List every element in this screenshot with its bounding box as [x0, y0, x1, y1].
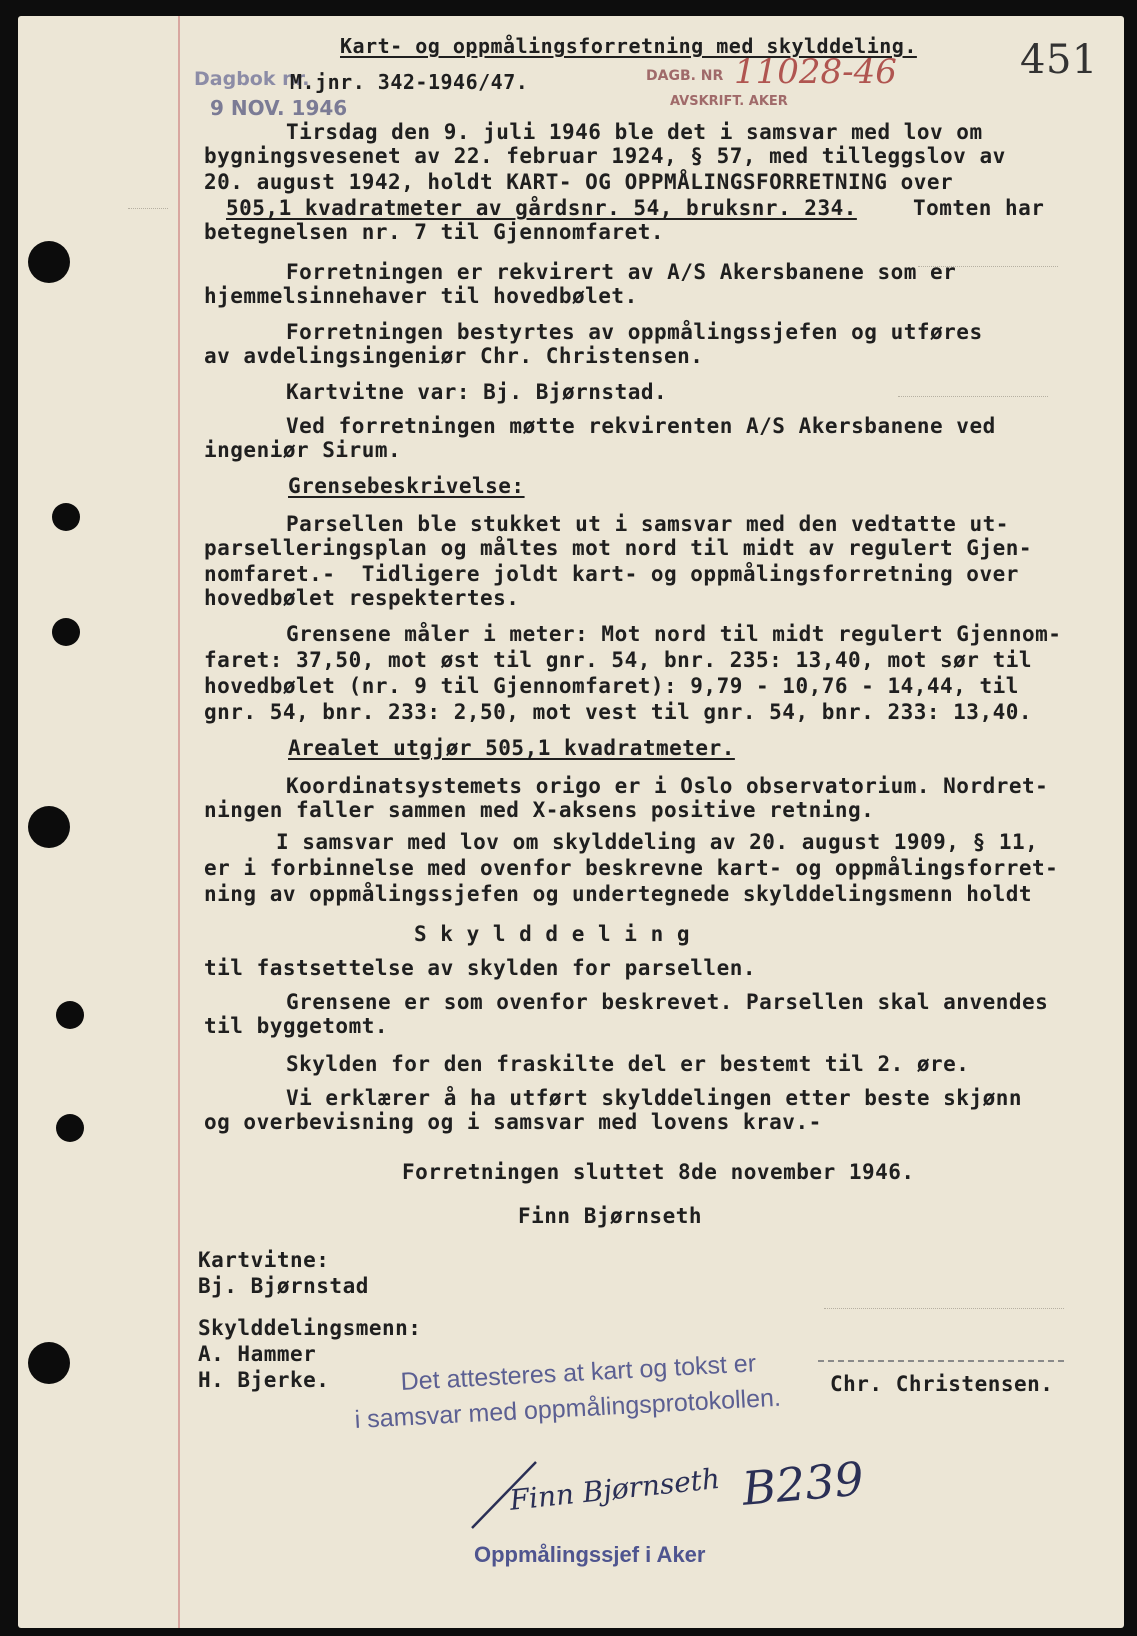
text-line: hjemmelsinnehaver til hovedbølet. [204, 284, 638, 308]
text-line: er i forbinnelse med ovenfor beskrevne kart- og oppmålingsforret- [204, 856, 1059, 880]
text-line: parselleringsplan og måltes mot nord til midt av regulert Gjen- [204, 536, 1033, 560]
document-title: Kart- og oppmålingsforretning med skylddeling. [340, 34, 917, 58]
signature-line [818, 1360, 1064, 1362]
text-line: bygningsvesenet av 22. februar 1924, § 57, med tilleggslov av [204, 144, 1006, 168]
punch-hole [28, 241, 70, 283]
punch-hole [56, 1114, 84, 1142]
document-page [18, 16, 1124, 1628]
avskrift-stamp: AVSKRIFT. AKER [670, 94, 788, 109]
pencil-mark [918, 266, 1058, 267]
text-line: Forretningen er rekvirert av A/S Akersbanene som er [286, 260, 957, 284]
witness-label: Kartvitne: [198, 1248, 330, 1272]
page-number: 451 [1020, 37, 1098, 83]
signature-line [824, 1308, 1064, 1309]
text-line: Tomten har [913, 196, 1045, 220]
text-line: Ved forretningen møtte rekvirenten A/S Akersbanene ved [286, 414, 996, 438]
dagbok-stamp-label: Dagbok nr. [194, 68, 310, 90]
text-line: 505,1 kvadratmeter av gårdsnr. 54, bruksnr. 234. [226, 196, 857, 220]
pencil-mark [128, 208, 168, 209]
text-line: av avdelingsingeniør Chr. Christensen. [204, 344, 704, 368]
assessors-label: Skylddelingsmenn: [198, 1316, 422, 1340]
assessor-name: H. Bjerke. [198, 1368, 330, 1392]
text-line: til fastsettelse av skylden for parsellen. [204, 956, 757, 980]
punch-hole [52, 618, 80, 646]
signatory-name: Finn Bjørnseth [518, 1204, 703, 1228]
text-line: Grensene er som ovenfor beskrevet. Parsellen skal anvendes [286, 990, 1049, 1014]
handwritten-mark: B239 [740, 1451, 866, 1516]
text-line: Grensene måler i meter: Mot nord til midt regulert Gjennom- [286, 622, 1062, 646]
punch-hole [56, 1001, 84, 1029]
witness-name: Bj. Bjørnstad [198, 1274, 369, 1298]
text-line: gnr. 54, bnr. 233: 2,50, mot vest til gnr. 54, bnr. 233: 13,40. [204, 700, 1033, 724]
text-line: Skylden for den fraskilte del er bestemt til 2. øre. [286, 1052, 970, 1076]
text-line: Tirsdag den 9. juli 1946 ble det i samsvar med lov om [286, 120, 983, 144]
text-line: 20. august 1942, holdt KART- OG OPPMÅLINGSFORRETNING over [204, 170, 954, 194]
text-line: til byggetomt. [204, 1014, 389, 1038]
assessor-name: A. Hammer [198, 1342, 317, 1366]
text-line: I samsvar med lov om skylddeling av 20. august 1909, § 11, [276, 830, 1039, 854]
text-line: hovedbølet (nr. 9 til Gjennomfaret): 9,79 - 10,76 - 14,44, til [204, 674, 1019, 698]
punch-hole [28, 806, 70, 848]
handwritten-signature: Finn Bjørnseth [508, 1461, 722, 1517]
text-line: ningen faller sammen med X-aksens positive retning. [204, 798, 875, 822]
dagb-number: 11028-46 [734, 52, 897, 92]
text-line: og overbevisning og i samsvar med lovens krav.- [204, 1110, 822, 1134]
punch-hole [28, 1342, 70, 1384]
dagb-nr-label: DAGB. NR [646, 68, 724, 84]
attestation-text: Det attesteres at kart og tokst er [400, 1349, 757, 1396]
attestation-text: i samsvar med oppmålingsprotokollen. [354, 1383, 782, 1434]
text-line: Koordinatsystemets origo er i Oslo observatorium. Nordret- [286, 774, 1049, 798]
pencil-mark [898, 396, 1048, 397]
engineer-name: Chr. Christensen. [830, 1372, 1054, 1396]
section-heading: Grensebeskrivelse: [288, 474, 525, 498]
section-heading: S k y l d d e l i n g [414, 922, 691, 946]
punch-hole [52, 503, 80, 531]
text-line: betegnelsen nr. 7 til Gjennomfaret. [204, 220, 665, 244]
area-statement: Arealet utgjør 505,1 kvadratmeter. [288, 736, 735, 760]
case-number: M.jnr. 342-1946/47. [290, 70, 529, 94]
text-line: faret: 37,50, mot øst til gnr. 54, bnr. 235: 13,40, mot sør til [204, 648, 1033, 672]
text-line: ning av oppmålingssjefen og undertegnede skylddelingsmenn holdt [204, 882, 1033, 906]
text-line: nomfaret.- Tidligere joldt kart- og oppmålingsforretning over [204, 562, 1019, 586]
margin-rule [178, 16, 180, 1628]
office-stamp: Oppmålingssjef i Aker [474, 1542, 706, 1567]
stamp-date: 9 NOV. 1946 [210, 96, 348, 120]
text-line: ingeniør Sirum. [204, 438, 402, 462]
closing-date: Forretningen sluttet 8de november 1946. [402, 1160, 915, 1184]
text-line: Kartvitne var: Bj. Bjørnstad. [286, 380, 668, 404]
text-line: Parsellen ble stukket ut i samsvar med den vedtatte ut- [286, 512, 1009, 536]
text-line: Forretningen bestyrtes av oppmålingssjefen og utføres [286, 320, 983, 344]
text-line: Vi erklærer å ha utført skylddelingen etter beste skjønn [286, 1086, 1023, 1110]
text-line: hovedbølet respektertes. [204, 586, 520, 610]
